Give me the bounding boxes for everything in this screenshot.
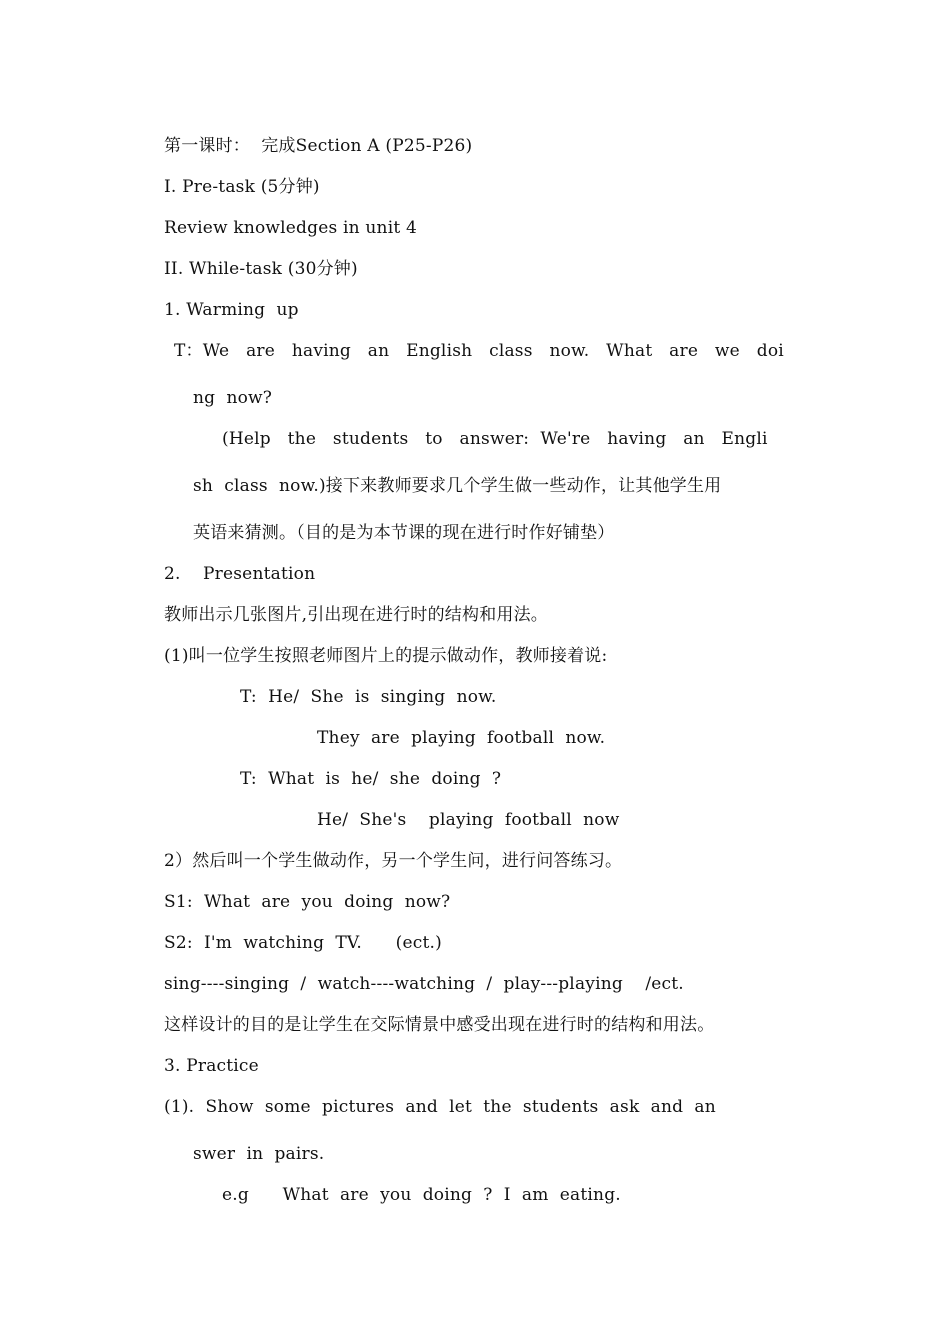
- paragraph-line: (1). Show some pictures and let the students ask and an: [164, 1097, 716, 1117]
- dialogue-line: S1: What are you doing now?: [164, 892, 451, 912]
- paragraph-line: (1)叫一位学生按照老师图片上的提示做动作，教师接着说:: [164, 646, 608, 666]
- section-pre-task: I. Pre-task (5分钟): [164, 177, 320, 197]
- dialogue-line: T: What is he/ she doing ?: [240, 769, 502, 789]
- paragraph-line: Review knowledges in unit 4: [164, 218, 417, 238]
- paragraph-line: 教师出示几张图片,引出现在进行时的结构和用法。: [164, 605, 549, 625]
- paragraph-line: swer in pairs.: [193, 1144, 325, 1164]
- paragraph-line: sing----singing / watch----watching / play---playing /ect.: [164, 974, 684, 994]
- paragraph-line: T：We are having an English class now. What are we doi: [174, 341, 784, 361]
- paragraph-line: sh class now.)接下来教师要求几个学生做一些动作，让其他学生用: [193, 476, 722, 496]
- dialogue-line: He/ She's playing football now: [317, 810, 620, 830]
- dialogue-line: S2: I'm watching TV. (ect.): [164, 933, 442, 953]
- dialogue-line: T: He/ She is singing now.: [240, 687, 497, 707]
- paragraph-line: 这样设计的目的是让学生在交际情景中感受出现在进行时的结构和用法。: [164, 1015, 715, 1035]
- step-warming-up: 1. Warming up: [164, 300, 299, 320]
- paragraph-line: ng now?: [193, 388, 273, 408]
- section-while-task: II. While-task (30分钟): [164, 259, 358, 279]
- step-presentation: 2. Presentation: [164, 564, 316, 584]
- paragraph-line: 2）然后叫一个学生做动作，另一个学生问，进行问答练习。: [164, 851, 623, 871]
- example-line: e.g What are you doing ? I am eating.: [222, 1185, 621, 1205]
- lesson-heading: 第一课时： 完成Section A (P25-P26): [164, 136, 473, 156]
- dialogue-line: They are playing football now.: [317, 728, 606, 748]
- paragraph-line: 英语来猜测。（目的是为本节课的现在进行时作好铺垫）: [193, 523, 615, 543]
- paragraph-line: (Help the students to answer: We're having an Engli: [222, 429, 768, 449]
- step-practice: 3. Practice: [164, 1056, 259, 1076]
